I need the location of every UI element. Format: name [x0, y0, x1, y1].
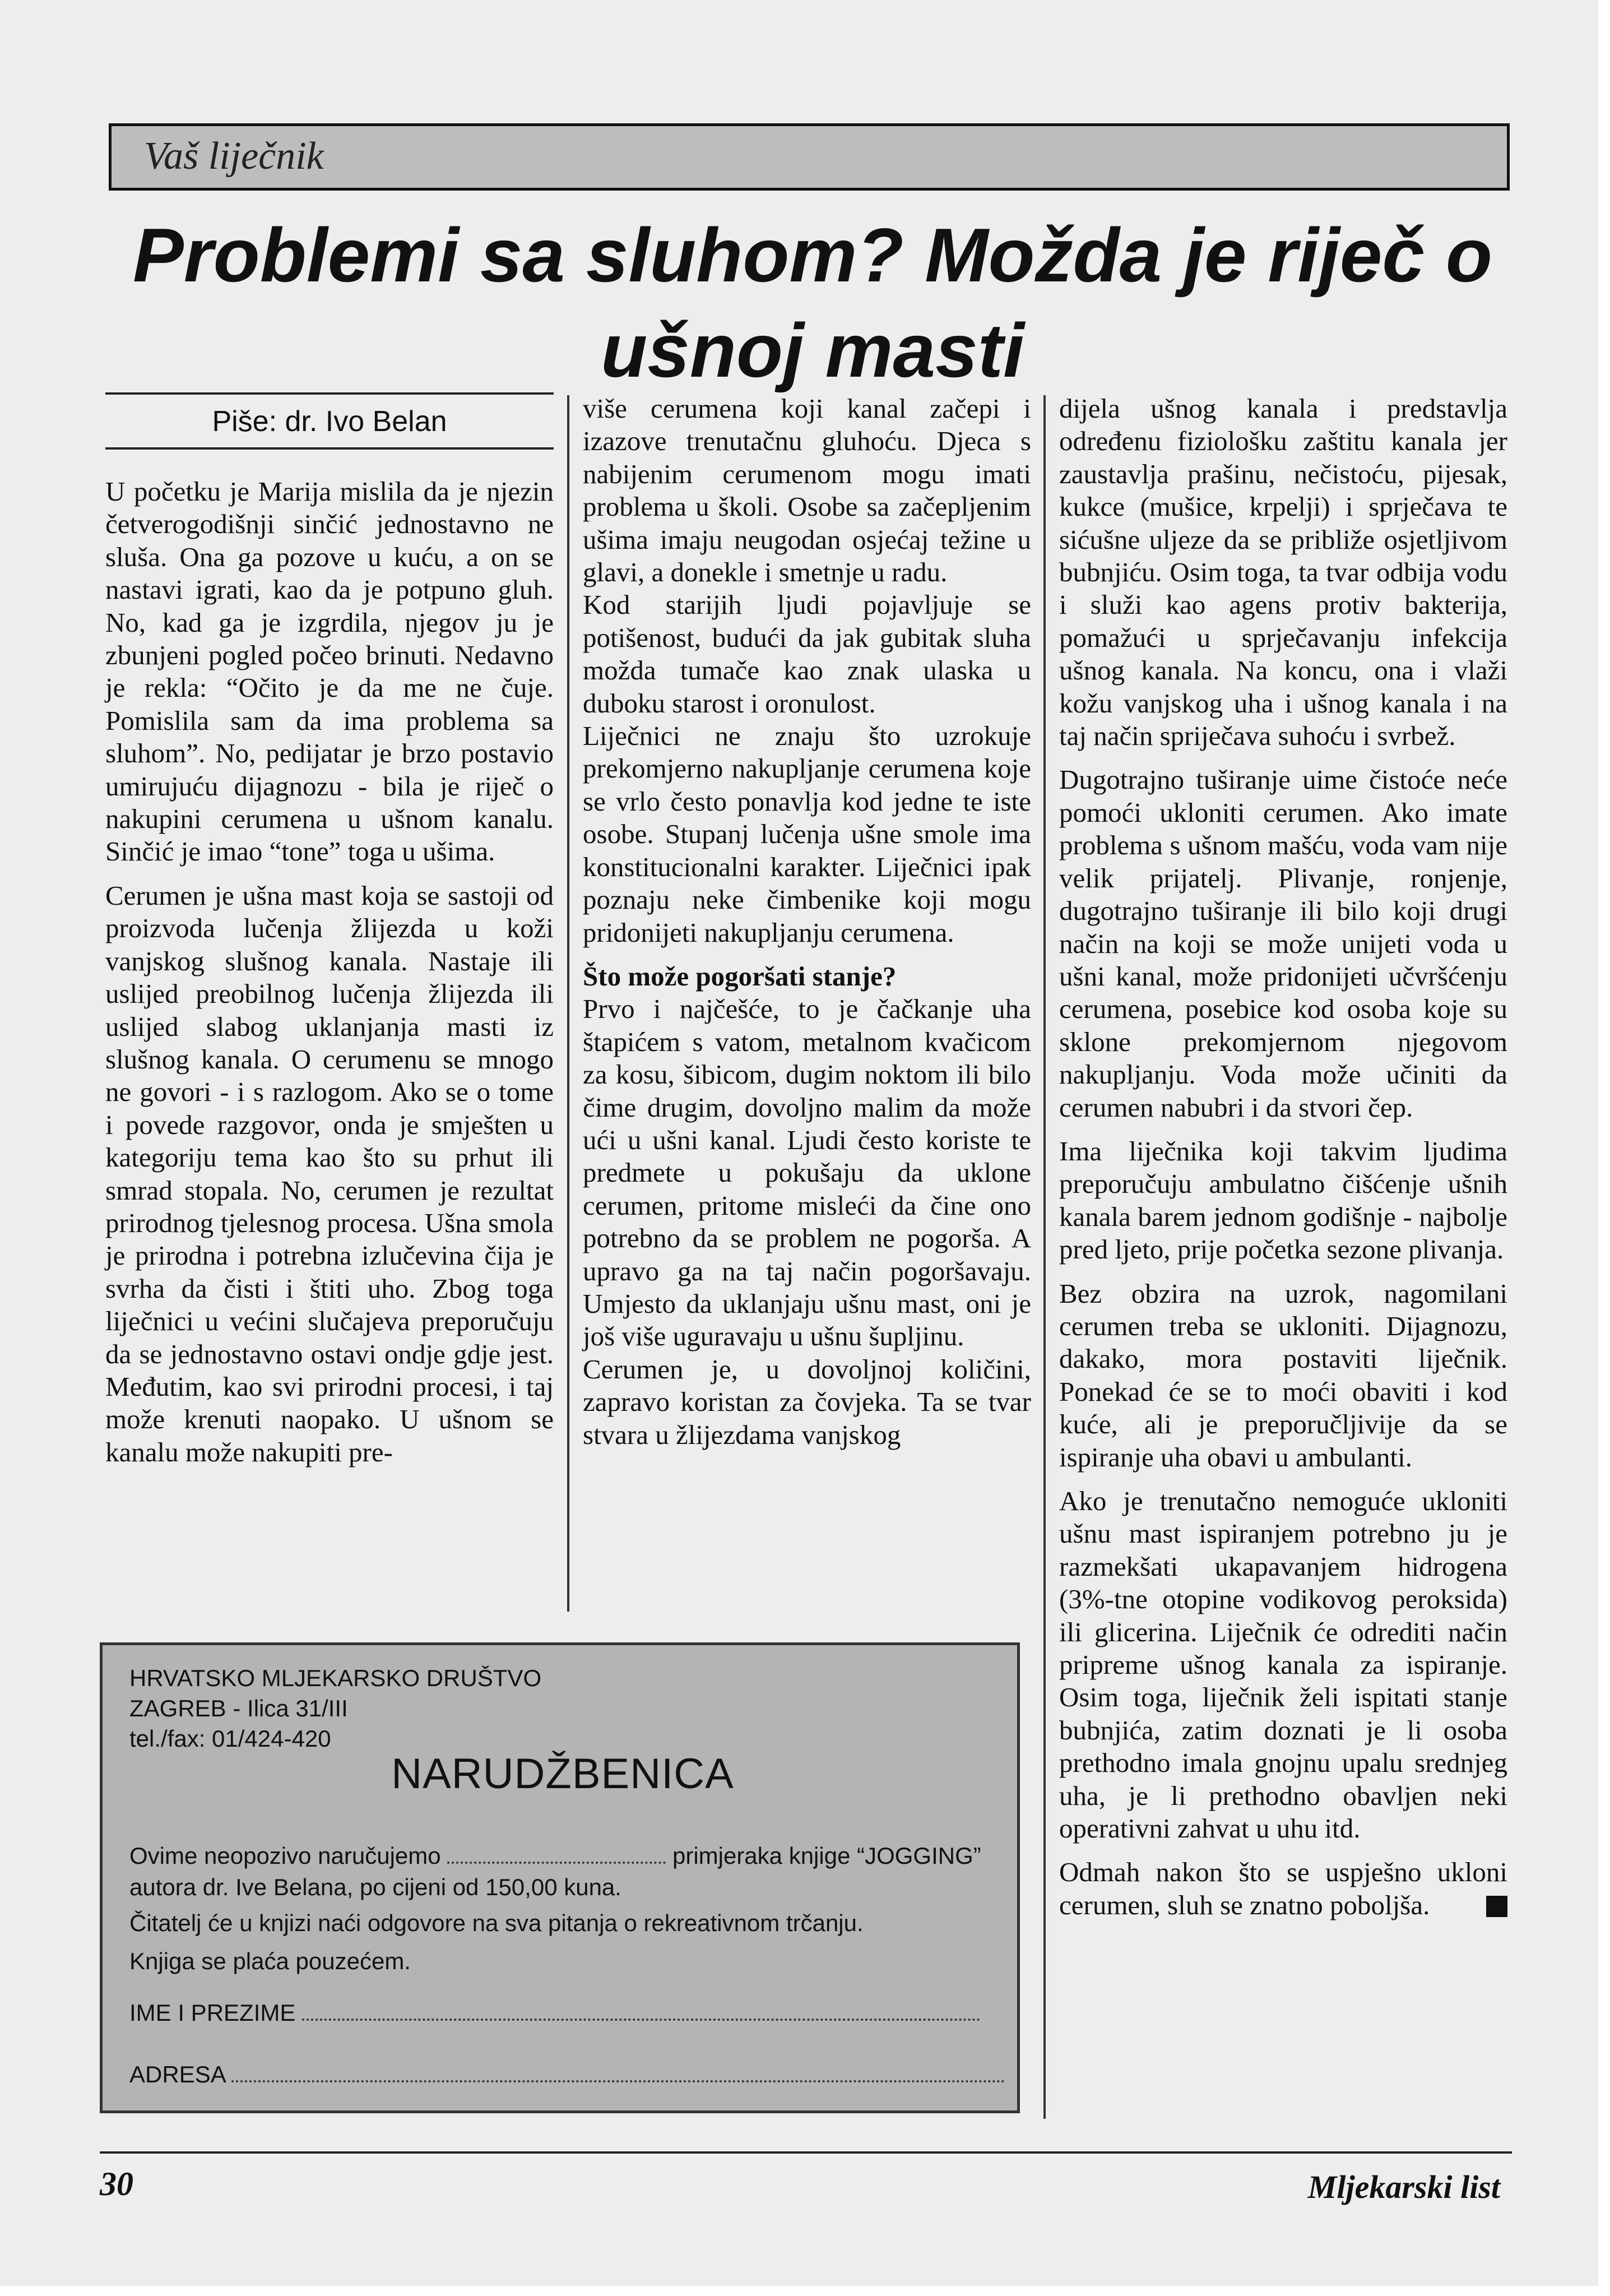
column-2 [583, 392, 1031, 1451]
paragraph: Bez obzira na uzrok, nagomilani cerumen treba se ukloniti. Dijagnozu, dakako, mora postaviti liječnik. Ponekad će se to moći obaviti i kod kuće, ali je preporučljivije da se ispiranje uha obavi u ambulanti. [1059, 1277, 1507, 1473]
publisher-name: HRVATSKO MLJEKARSKO DRUŠTVO [129, 1665, 542, 1691]
order-text: Ovime neopozivo naručujemo [129, 1843, 441, 1869]
page-number: 30 [100, 2165, 133, 2202]
column-divider [567, 395, 569, 1612]
paragraph: Liječnici ne znaju što uzrokuje prekomjerno nakupljanje cerumena koje se vrlo često ponavlja kod jedne te iste osobe. Stupanj lučenja ušne smole ima konstitucionalni karakter. Liječnici ipak poznaju neke čimbenike koji mogu pridonijeti nakupljanju cerumena. [583, 720, 1031, 948]
byline [105, 392, 554, 450]
paragraph: Kod starijih ljudi pojavljuje se potišenost, budući da jak gubitak sluha možda tumače kao znak ulaska u duboku starost i oronulost. [583, 589, 1031, 719]
order-line-quantity [129, 1843, 981, 1869]
order-line: autora dr. Ive Belana, po cijeni od 150,00 kuna. [129, 1874, 621, 1900]
column-3 [1059, 392, 1507, 1922]
paragraph: Prvo i najčešće, to je čačkanje uha štapićem s vatom, metalnom kvačicom za kosu, šibicom, dugim noktom ili bilo čime drugim, dovoljno malim da može ući u ušni kanal. Ljudi često koriste te predmete u pokušaju da uklone cerumen, pritome misleći da čine ono potrebno da se problem ne pogorša. A upravo ga na taj način pogoršavaju. Umjesto da uklanjaju ušnu mast, oni je još više uguravaju u ušnu šupljinu. [583, 993, 1031, 1352]
name-field-row [129, 1999, 980, 2026]
order-form [100, 1642, 1020, 2113]
order-line: Knjiga se plaća pouzećem. [129, 1948, 411, 1974]
section-label: Vaš liječnik [144, 135, 324, 178]
publisher-info [129, 1663, 541, 1754]
paragraph: više cerumena koji kanal začepi i izazove trenutačnu gluhoću. Djeca s nabijenim cerumenom mogu imati problema u školi. Osobe sa začepljenim ušima imaju neugodan osjećaj težine u glavi, a donekle i smetnje u radu. [583, 393, 1031, 588]
footer-rule [100, 2151, 1512, 2154]
article-title [112, 207, 1513, 398]
title-line-2: ušnoj masti [601, 308, 1024, 393]
paragraph: Ima liječnika koji takvim ljudima preporučuju ambulatno čišćenje ušnih kanala barem jednom godišnje - najbolje pred ljeto, prije početka sezone plivanja. [1059, 1135, 1507, 1265]
paragraph: Cerumen je, u dovoljnoj količini, zapravo koristan za čovjeka. Ta se tvar stvara u žlijezdama vanjskog [583, 1353, 1031, 1450]
paragraph: dijela ušnog kanala i predstavlja određenu fiziološku zaštitu kanala jer zaustavlja prašinu, nečistoću, pijesak, kukce (mušice, krpelji) i sprječava te sićušne uljeze da se približe osjetljivom bubnjiću. Osim toga, ta tvar odbija vodu i služi kao agens protiv bakterija, pomažući u sprječavanju infekcija ušnog kanala. Na koncu, ona i vlaži kožu vanjskog uha i ušnog kanala i na taj način spriječava suhoću i svrbež. [1059, 393, 1507, 752]
closing-text: Odmah nakon što se uspješno ukloni cerumen, sluh se znatno poboljša. [1059, 1857, 1507, 1920]
end-of-article-mark [1486, 1896, 1507, 1917]
paragraph: U početku je Marija mislila da je njezin četverogodišnji sinčić jednostavno ne sluša. Ona ga pozove u kuću, a on se nastavi igrati, kao da je potpuno gluh. No, kad ga je izgrdila, njegov ju je zbunjeni pogled počeo brinuti. Nedavno je rekla: “Očito je da me ne čuje. Pomislila sam da ima problema sa sluhom”. No, pedijatar je brzo postavio umirujuću dijagnozu - bila je riječ o nakupini cerumena u ušnom kanalu. Sinčić je imao “tone” toga u ušima. [105, 476, 554, 867]
order-line: Čitatelj će u knjizi naći odgovore na sva pitanja o rekreativnom trčanju. [129, 1910, 864, 1936]
paragraph: Cerumen je ušna mast koja se sastoji od proizvoda lučenja žlijezda u koži vanjskog slušnog kanala. Nastaje ili uslijed preobilnog lučenja žlijezda ili uslijed slabog uklanjanja masti iz slušnog kanala. O cerumenu se mnogo ne govori - i s razlogom. Ako se o tome i povede razgovor, onda je smješten u kategoriju tema kao što su prhut ili smrad stopala. No, cerumen je rezultat prirodnog tjelesnog procesa. Ušna smola je prirodna i potrebna izlučevina čija je svrha da čisti i štiti uho. Zbog toga liječnici u većini slučajeva preporučuju da se jednostavno ostavi ondje gdje jest. Međutim, kao svi prirodni procesi, i taj može krenuti naopako. U ušnom se kanalu može nakupiti pre- [105, 879, 554, 1468]
quantity-field[interactable] [447, 1857, 666, 1864]
paragraph: Dugotrajno tuširanje uime čistoće neće pomoći ukloniti cerumen. Ako imate problema s ušnom mašću, voda vam nije velik prijatelj. Plivanje, ronjenje, dugotrajno tuširanje ili bilo koji drugi način na koji se može unijeti voda u ušni kanal, može pridonijeti učvršćenju cerumena, posebice kod osoba koje su sklone prekomjernom njegovom nakupljanju. Voda može učiniti da cerumen nabubri i da stvori čep. [1059, 764, 1507, 1123]
address-field-row [129, 2061, 1005, 2088]
title-line-1: Problemi sa sluhom? Možda je riječ o [133, 212, 1492, 298]
column-divider [1043, 395, 1046, 2119]
byline-text: Piše: dr. Ivo Belan [212, 405, 447, 438]
subheading: Što može pogoršati stanje? [583, 960, 897, 992]
publisher-phone: tel./fax: 01/424-420 [129, 1725, 331, 1752]
journal-name: Mljekarski list [1307, 2169, 1500, 2205]
address-field[interactable] [231, 2076, 1005, 2082]
publisher-address: ZAGREB - Ilica 31/III [129, 1695, 348, 1721]
column-1 [105, 475, 554, 1469]
order-text: primjeraka knjige “JOGGING” [672, 1843, 981, 1869]
name-field[interactable] [302, 2014, 980, 2021]
name-label: IME I PREZIME [129, 1999, 296, 2026]
paragraph: Ako je trenutačno nemoguće ukloniti ušnu mast ispiranjem potrebno ju je razmekšati ukapavanjem hidrogena (3%-tne otopine vodikovog peroksida) ili glicerina. Liječnik će odrediti način pripreme ušnog kanala za ispiranje. Osim toga, liječnik želi ispitati stanje bubnjića, zatim doznati je li osoba prethodno imala gnojnu upalu srednjeg uha, je li prethodno obavljen neki operativni zahvat u uhu itd. [1059, 1485, 1507, 1844]
section-header [109, 123, 1510, 191]
address-label: ADRESA [129, 2061, 225, 2087]
order-form-title: NARUDŽBENICA [391, 1750, 734, 1798]
paragraph [1059, 1856, 1507, 1922]
